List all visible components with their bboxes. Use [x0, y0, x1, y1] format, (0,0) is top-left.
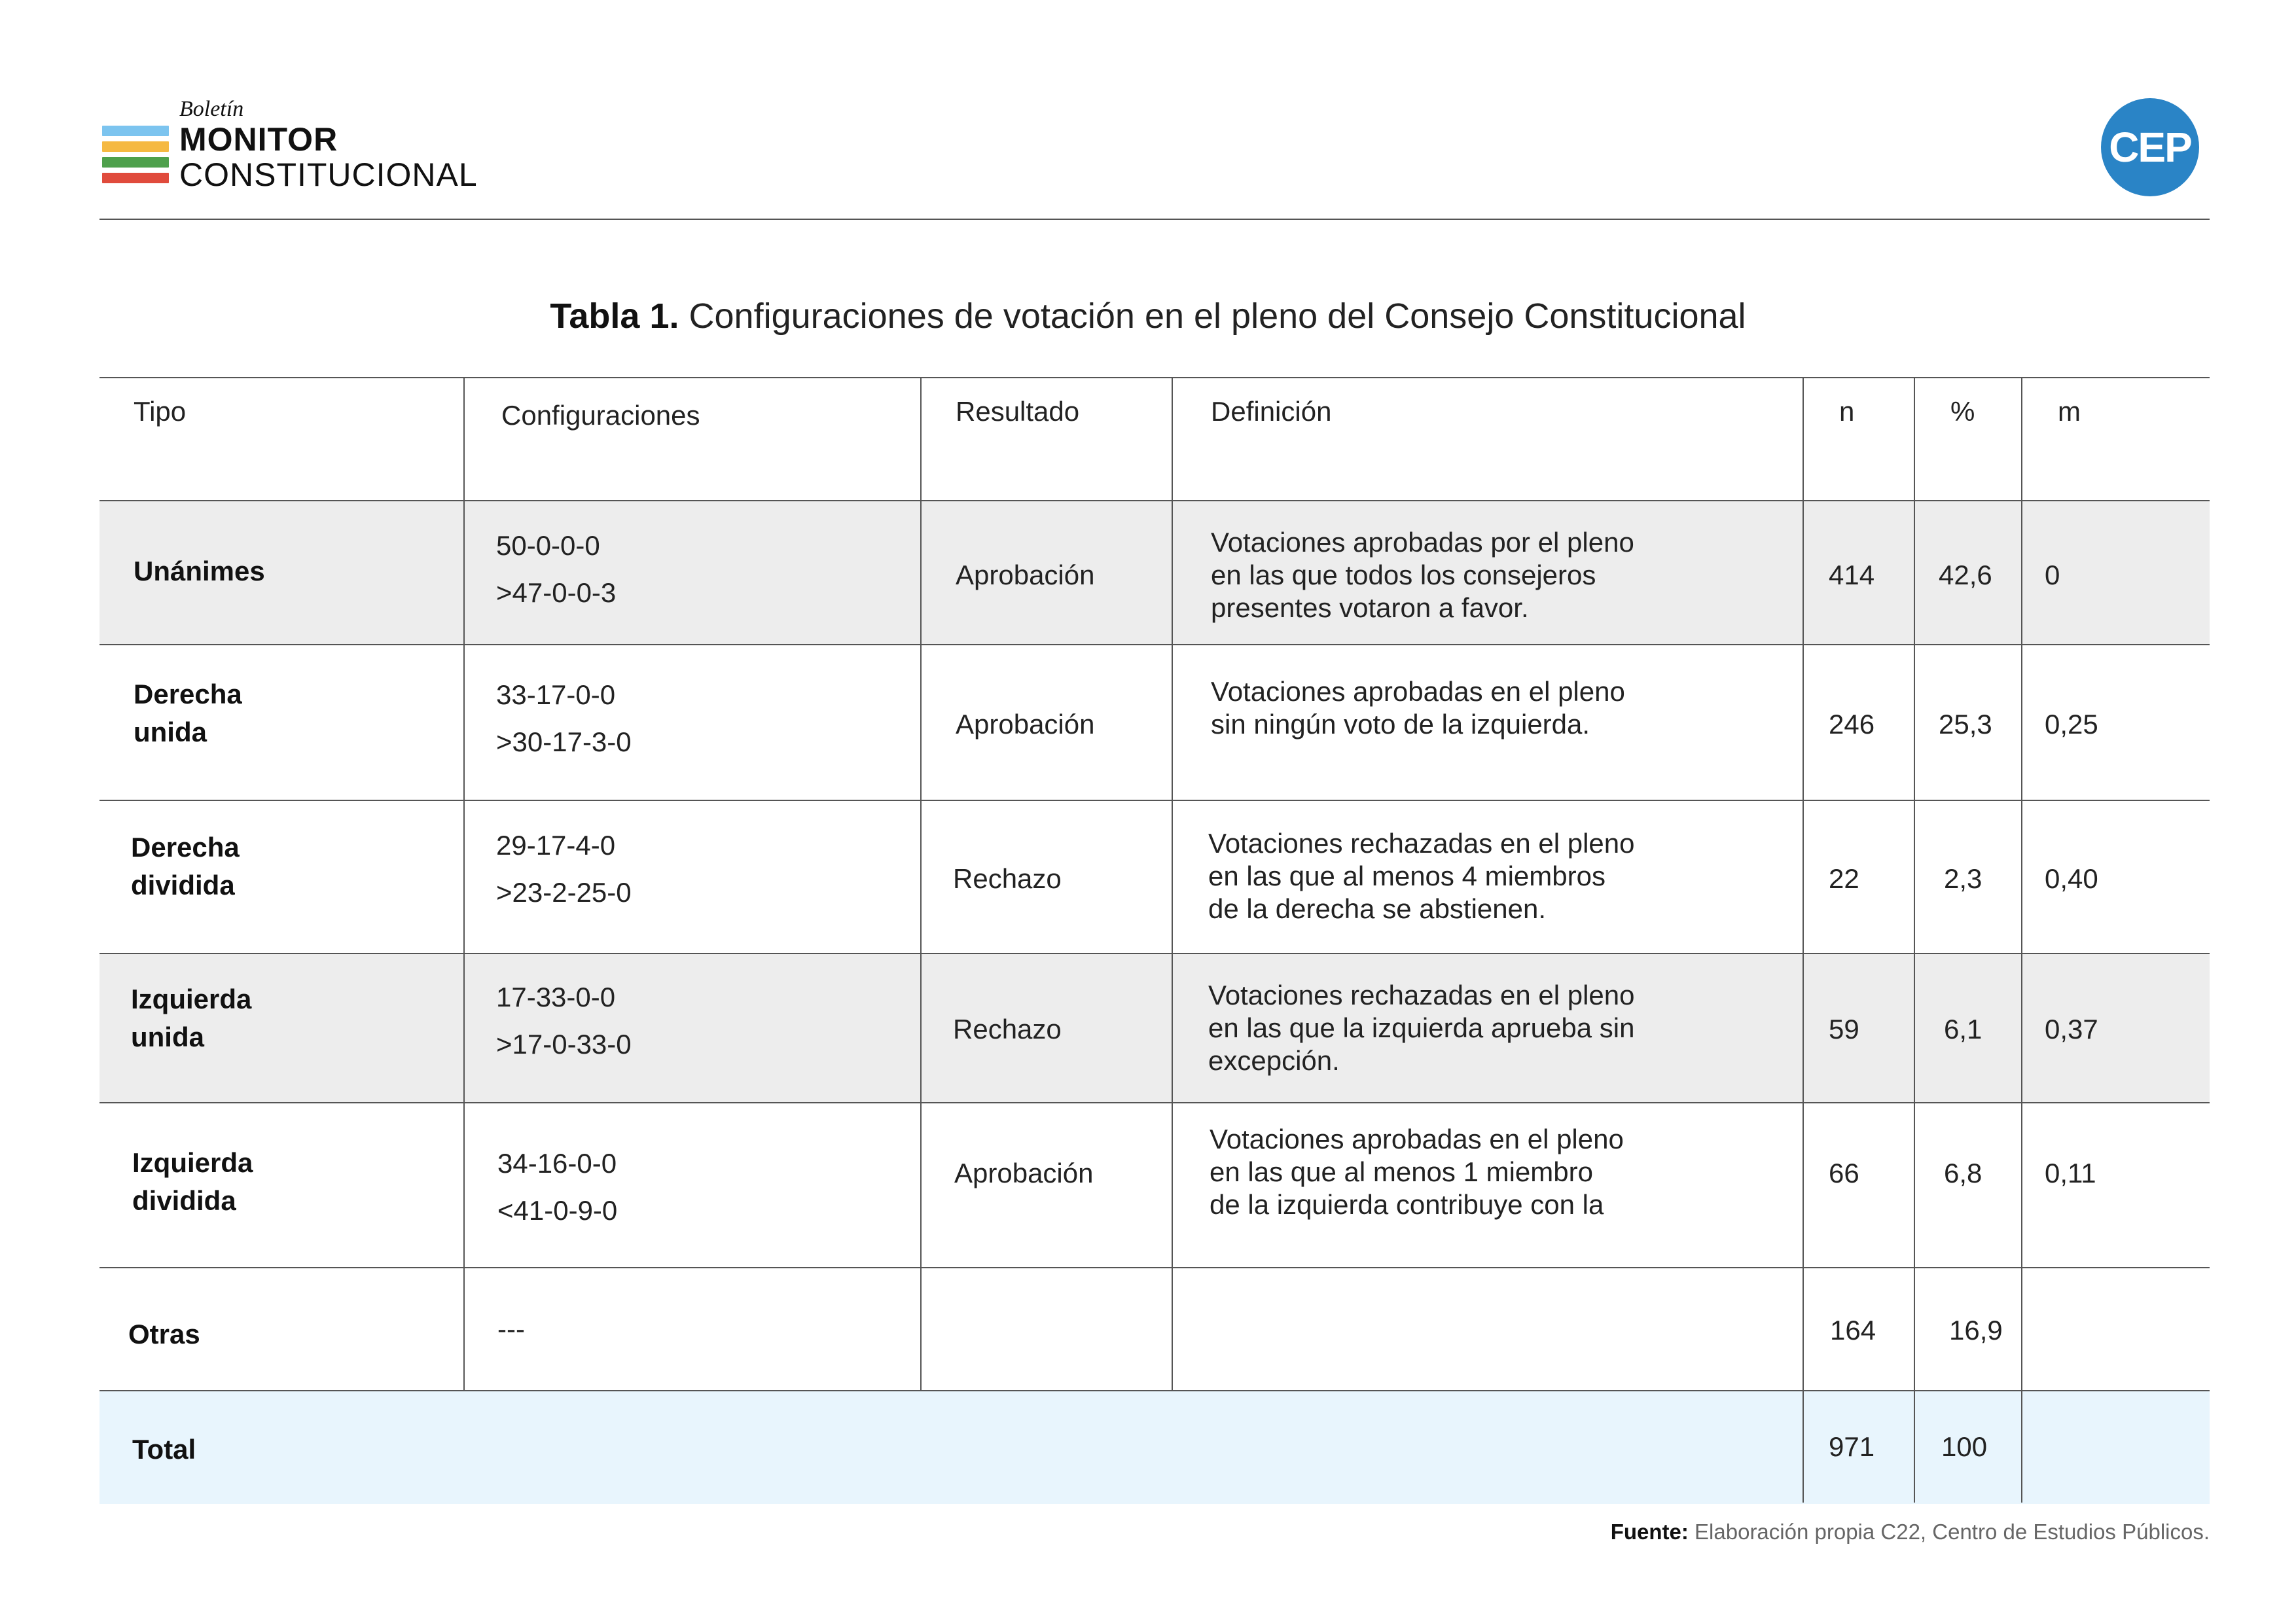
row-definicion: Votaciones aprobadas por el pleno en las que todos los consejeros presentes votaron a favor.: [1211, 527, 1634, 623]
monitor-constitucional-logo: [102, 97, 508, 195]
column-divider: [920, 377, 922, 1390]
column-divider: [1172, 377, 1173, 1390]
row-config: 50-0-0-0 >47-0-0-3: [496, 530, 617, 608]
row-tipo: Derecha dividida: [131, 832, 240, 901]
row-pct: 6,1: [1944, 1014, 1982, 1044]
logo-boletin: Boletín: [179, 97, 244, 121]
source-text: Elaboración propia C22, Centro de Estudios Públicos.: [1688, 1520, 2210, 1544]
row-definicion: Votaciones aprobadas en el pleno sin ningún voto de la izquierda.: [1211, 676, 1625, 740]
row-tipo: Unánimes: [134, 556, 265, 586]
row-config: ---: [497, 1313, 525, 1344]
row-m: 0,11: [2045, 1158, 2096, 1188]
header-definicion: Definición: [1211, 396, 1332, 427]
row-resultado: Rechazo: [953, 863, 1062, 894]
row-config: 29-17-4-0 >23-2-25-0: [496, 830, 632, 908]
table-row: [99, 953, 2210, 1103]
table-total-row: [99, 1390, 2210, 1504]
row-definicion: Votaciones rechazadas en el pleno en las que al menos 4 miembros de la derecha se abstienen.: [1208, 828, 1635, 924]
row-n: 246: [1829, 709, 1875, 740]
logo-monitor: MONITOR: [179, 121, 338, 158]
table-row: [99, 1267, 2210, 1391]
source-note: [1611, 1520, 2210, 1544]
column-divider: [463, 377, 465, 1390]
row-pct: 25,3: [1939, 709, 1992, 740]
row-config: 17-33-0-0 >17-0-33-0: [496, 982, 632, 1060]
source-label: Fuente:: [1610, 1520, 1689, 1544]
header-tipo: Tipo: [134, 396, 187, 427]
row-config: 33-17-0-0 >30-17-3-0: [496, 679, 632, 757]
header-m: m: [2058, 396, 2081, 427]
cep-logo: CEP: [2101, 98, 2199, 196]
row-m: 0,25: [2045, 709, 2098, 740]
row-tipo: Izquierda unida: [131, 984, 252, 1052]
row-config: 34-16-0-0 <41-0-9-0: [497, 1148, 618, 1226]
table-title-text: Configuraciones de votación en el pleno del Consejo Constitucional: [689, 296, 1746, 336]
row-definicion: Votaciones rechazadas en el pleno en las que la izquierda aprueba sin excepción.: [1208, 980, 1635, 1076]
table-title: [0, 296, 2296, 336]
row-m: 0: [2045, 560, 2060, 590]
row-resultado: Aprobación: [956, 709, 1095, 740]
row-pct: 6,8: [1944, 1158, 1982, 1188]
total-pct: 100: [1941, 1431, 1988, 1462]
row-tipo: Otras: [128, 1319, 200, 1349]
column-divider: [1803, 377, 1804, 1503]
row-tipo: Izquierda dividida: [132, 1147, 253, 1216]
table-row: [99, 500, 2210, 645]
table-row: [99, 1102, 2210, 1268]
row-pct: 2,3: [1944, 863, 1982, 894]
row-resultado: Rechazo: [953, 1014, 1062, 1044]
row-pct: 42,6: [1939, 560, 1992, 590]
row-m: 0,40: [2045, 863, 2098, 894]
logo-constitucional: CONSTITUCIONAL: [179, 156, 478, 193]
row-m: 0,37: [2045, 1014, 2098, 1044]
row-resultado: Aprobación: [956, 560, 1095, 590]
row-n: 66: [1829, 1158, 1859, 1188]
total-n: 971: [1829, 1431, 1875, 1462]
header-n: n: [1839, 396, 1855, 427]
row-definicion: Votaciones aprobadas en el pleno en las que al menos 1 miembro de la izquierda contribuye con la: [1210, 1124, 1624, 1220]
total-label: Total: [132, 1434, 196, 1465]
logo-bars-icon: [102, 126, 169, 188]
row-resultado: Aprobación: [954, 1158, 1094, 1188]
column-divider: [1914, 377, 1915, 1503]
table-title-label: Tabla 1.: [550, 296, 679, 336]
row-n: 414: [1829, 560, 1875, 590]
row-n: 164: [1830, 1315, 1876, 1346]
header-resultado: Resultado: [956, 396, 1080, 427]
row-pct: 16,9: [1949, 1315, 2003, 1346]
table-row: [99, 644, 2210, 801]
row-tipo: Derecha unida: [134, 679, 242, 747]
table-row: [99, 800, 2210, 954]
row-n: 22: [1829, 863, 1859, 894]
header-pct: %: [1950, 396, 1975, 427]
table-header-row: [99, 377, 2210, 501]
column-divider: [2021, 377, 2022, 1503]
row-n: 59: [1829, 1014, 1859, 1044]
header-configuraciones: Configuraciones: [501, 400, 700, 431]
header-divider: [99, 219, 2210, 220]
